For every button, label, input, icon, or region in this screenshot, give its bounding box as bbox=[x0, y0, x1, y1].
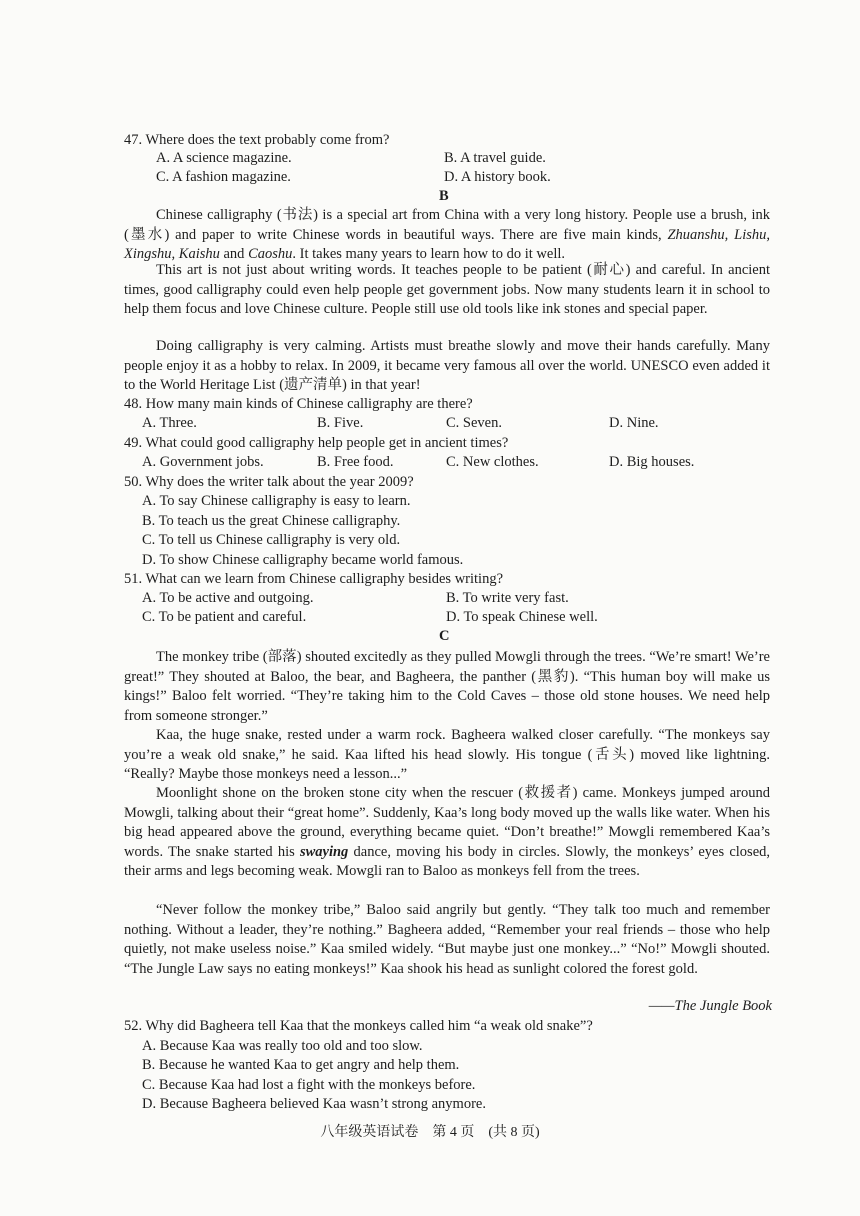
q47-option-b: B. A travel guide. bbox=[444, 150, 546, 166]
q51-option-d: D. To speak Chinese well. bbox=[446, 609, 598, 625]
q52-stem: 52. Why did Bagheera tell Kaa that the monkeys called him “a weak old snake”? bbox=[124, 1018, 593, 1034]
passage-b-paragraph-3: Doing calligraphy is very calming. Artists must breathe slowly and move their hands carefully. Many people enjoy it as a hobby to relax. In 2009, it became very famous all over the world. UNESCO even added it to the World Heritage List (遗产清单) in that year! bbox=[124, 338, 770, 393]
q47-stem: 47. Where does the text probably come from? bbox=[124, 132, 390, 148]
passage-c-paragraph-4: “Never follow the monkey tribe,” Baloo said angrily but gently. “They talk too much and remember nothing. Without a leader, they’re nothing.” Bagheera added, “Remember your real friends – those who help quietly, not make useless noise.” Kaa smiled widely. “But maybe just one monkey...” “No!” Mowgli shouted. “The Jungle Law says no eating monkeys!” Kaa shook his head as sunlight colored the forest gold. bbox=[124, 902, 770, 977]
q50-option-a: A. To say Chinese calligraphy is easy to learn. bbox=[142, 493, 411, 509]
passage-b-paragraph-2: This art is not just about writing words. It teaches people to be patient (耐心) and careful. In ancient times, good calligraphy could even help people get government jobs. Now many students learn it in school to help them focus and love Chinese culture. People still use old tools like ink stones and special paper. bbox=[124, 262, 770, 317]
q48-stem: 48. How many main kinds of Chinese calligraphy are there? bbox=[124, 396, 473, 412]
passage-c-paragraph-1: The monkey tribe (部落) shouted excitedly as they pulled Mowgli through the trees. “We’re smart! We’re great!” They shouted at Baloo, the bear, and Bagheera, the panther (黑豹). “This human boy will make us kings!” Baloo felt worried. “They’re taking him to the Cold Caves – those old stone houses. We need help from someone stronger.” bbox=[124, 649, 770, 724]
q47-option-a: A. A science magazine. bbox=[156, 150, 292, 166]
q48-option-c: C. Seven. bbox=[446, 415, 502, 431]
q51-option-b: B. To write very fast. bbox=[446, 590, 569, 606]
passage-c-paragraph-3: Moonlight shone on the broken stone city when the rescuer (救援者) came. Monkeys jumped around Mowgli, talking about their “great home”. Suddenly, Kaa’s long body moved up the walls like water. When his big head appeared above the ground, everything became quiet. “Don’t breathe!” Mowgli remembered Kaa’s words. The snake started his swaying dance, moving his body in circles. Slowly, the monkeys’ eyes closed, their arms and legs becoming weak. Mowgli ran to Baloo as monkeys fell from the trees. bbox=[124, 785, 771, 879]
q49-option-c: C. New clothes. bbox=[446, 454, 539, 470]
section-c-heading: C bbox=[439, 628, 450, 644]
q51-option-a: A. To be active and outgoing. bbox=[142, 590, 314, 606]
page-footer: 八年级英语试卷 第 4 页 (共 8 页) bbox=[320, 1125, 540, 1140]
q49-stem: 49. What could good calligraphy help people get in ancient times? bbox=[124, 435, 509, 451]
q50-stem: 50. Why does the writer talk about the year 2009? bbox=[124, 474, 414, 490]
q49-option-a: A. Government jobs. bbox=[142, 454, 264, 470]
q50-option-d: D. To show Chinese calligraphy became world famous. bbox=[142, 552, 464, 568]
passage-c-paragraph-2: Kaa, the huge snake, rested under a warm rock. Bagheera walked closer carefully. “The monkeys say you’re a weak old snake,” he said. Kaa lifted his head slowly. His tongue (舌头) moved like lightning. “Really? Maybe those monkeys need a lesson...” bbox=[124, 727, 770, 782]
section-b-heading: B bbox=[439, 188, 449, 204]
q51-stem: 51. What can we learn from Chinese calligraphy besides writing? bbox=[124, 571, 504, 587]
q51-option-c: C. To be patient and careful. bbox=[142, 609, 307, 625]
q48-option-a: A. Three. bbox=[142, 415, 197, 431]
emphasized-word-swaying: swaying bbox=[299, 843, 349, 860]
q47-option-c: C. A fashion magazine. bbox=[156, 169, 291, 185]
q49-option-b: B. Free food. bbox=[317, 454, 394, 470]
q52-option-d: D. Because Bagheera believed Kaa wasn’t strong anymore. bbox=[142, 1096, 486, 1112]
q50-option-b: B. To teach us the great Chinese calligraphy. bbox=[142, 513, 401, 529]
q48-option-b: B. Five. bbox=[317, 415, 364, 431]
q50-option-c: C. To tell us Chinese calligraphy is very old. bbox=[142, 532, 401, 548]
q49-option-d: D. Big houses. bbox=[609, 454, 695, 470]
q52-option-b: B. Because he wanted Kaa to get angry and help them. bbox=[142, 1057, 460, 1073]
passage-b-paragraph-1: Chinese calligraphy (书法) is a special art from China with a very long history. People use a brush, ink (墨水) and paper to write Chinese words in beautiful ways. There are five main kinds, Zhuanshu, Lishu, Xingshu, Kaishu and Caoshu. It takes many years to learn how to do it well. bbox=[124, 207, 770, 262]
passage-c-source: ——The Jungle Book bbox=[648, 998, 772, 1014]
q52-option-c: C. Because Kaa had lost a fight with the monkeys before. bbox=[142, 1077, 476, 1093]
q48-option-d: D. Nine. bbox=[609, 415, 659, 431]
q47-option-d: D. A history book. bbox=[444, 169, 551, 185]
q52-option-a: A. Because Kaa was really too old and too slow. bbox=[142, 1038, 423, 1054]
